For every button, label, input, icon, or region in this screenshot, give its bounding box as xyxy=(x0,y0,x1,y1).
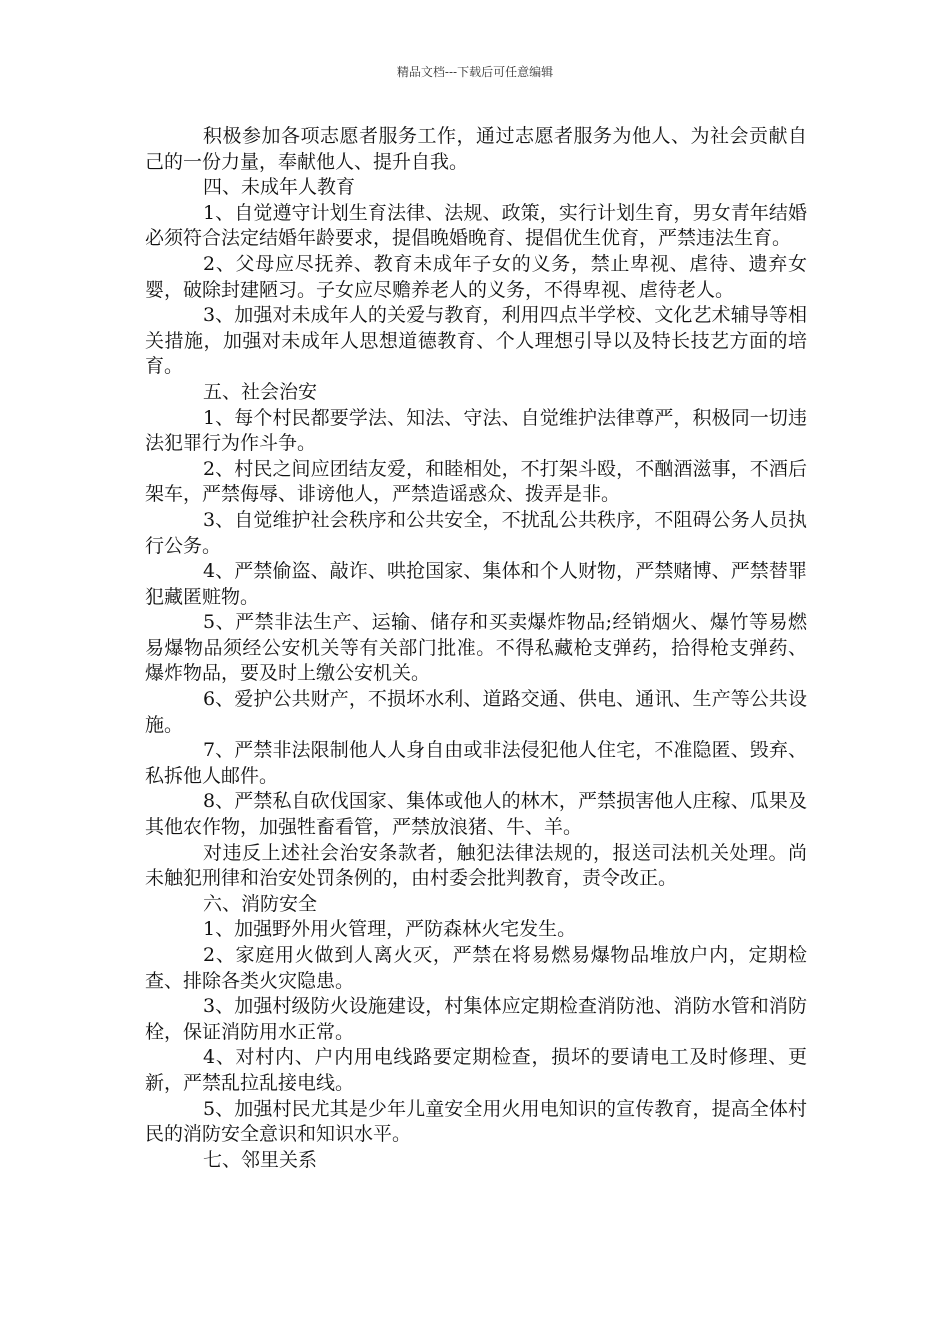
paragraph-item: 1、自觉遵守计划生育法律、法规、政策，实行计划生育，男女青年结婚必须符合法定结婚年龄要求，提倡晚婚晚育、提倡优生优育，严禁违法生育。 xyxy=(145,201,807,250)
paragraph-item: 2、村民之间应团结友爱，和睦相处，不打架斗殴，不酗酒滋事，不酒后架车，严禁侮辱、诽谤他人，严禁造谣惑众、拨弄是非。 xyxy=(145,457,807,506)
paragraph-item: 2、家庭用火做到人离火灭，严禁在将易燃易爆物品堆放户内，定期检查、排除各类火灾隐患。 xyxy=(145,944,807,992)
paragraph-volunteer-service: 积极参加各项志愿者服务工作，通过志愿者服务为他人、为社会贡献自己的一份力量，奉献他人、提升自我。 xyxy=(145,125,807,173)
page-header: 精品文档---下载后可任意编辑 xyxy=(396,65,554,79)
section-heading-neighbor-relations: 七、邻里关系 xyxy=(203,1148,318,1171)
section-heading-fire-safety: 六、消防安全 xyxy=(203,892,318,915)
paragraph-item: 1、每个村民都要学法、知法、守法、自觉维护法律尊严，积极同一切违法犯罪行为作斗争。 xyxy=(145,406,807,455)
paragraph-item: 6、爱护公共财产，不损坏水利、道路交通、供电、通讯、生产等公共设施。 xyxy=(145,688,807,736)
paragraph-item: 5、严禁非法生产、运输、储存和买卖爆炸物品;经销烟火、爆竹等易燃易爆物品须经公安机关等有关部门批准。不得私藏枪支弹药，拾得枪支弹药、爆炸物品，要及时上缴公安机关。 xyxy=(145,611,807,685)
paragraph-item: 7、严禁非法限制他人人身自由或非法侵犯他人住宅，不准隐匿、毁弃、私拆他人邮件。 xyxy=(145,739,807,787)
paragraph-item: 4、对村内、户内用电线路要定期检查，损坏的要请电工及时修理、更新，严禁乱拉乱接电线。 xyxy=(145,1046,807,1094)
paragraph-item: 8、严禁私自砍伐国家、集体或他人的林木，严禁损害他人庄稼、瓜果及其他农作物，加强牲畜看管，严禁放浪猪、牛、羊。 xyxy=(145,790,807,839)
section-heading-minors-education: 四、未成年人教育 xyxy=(203,176,356,199)
section-heading-public-security: 五、社会治安 xyxy=(203,380,318,403)
paragraph-item: 3、自觉维护社会秩序和公共安全，不扰乱公共秩序，不阻碍公务人员执行公务。 xyxy=(145,508,807,557)
paragraph-item: 1、加强野外用火管理，严防森林火宅发生。 xyxy=(203,918,577,941)
document-body xyxy=(145,124,807,1173)
paragraph-item: 2、父母应尽抚养、教育未成年子女的义务，禁止卑视、虐待、遗弃女婴，破除封建陋习。子女应尽赡养老人的义务，不得卑视、虐待老人。 xyxy=(145,252,807,301)
paragraph-item: 3、加强村级防火设施建设，村集体应定期检查消防池、消防水管和消防栓，保证消防用水正常。 xyxy=(145,995,807,1043)
paragraph-item: 4、严禁偷盗、敲诈、哄抢国家、集体和个人财物，严禁赌博、严禁替罪犯藏匿赃物。 xyxy=(145,560,807,608)
paragraph-item: 5、加强村民尤其是少年儿童安全用火用电知识的宣传教育，提高全体村民的消防安全意识和知识水平。 xyxy=(145,1097,807,1146)
paragraph-item: 3、加强对未成年人的关爱与教育，利用四点半学校、文化艺术辅导等相关措施，加强对未成年人思想道德教育、个人理想引导以及特长技艺方面的培育。 xyxy=(145,304,807,378)
paragraph-penalty-note: 对违反上述社会治安条款者，触犯法律法规的，报送司法机关处理。尚未触犯刑律和治安处罚条例的，由村委会批判教育，责令改正。 xyxy=(145,841,807,890)
